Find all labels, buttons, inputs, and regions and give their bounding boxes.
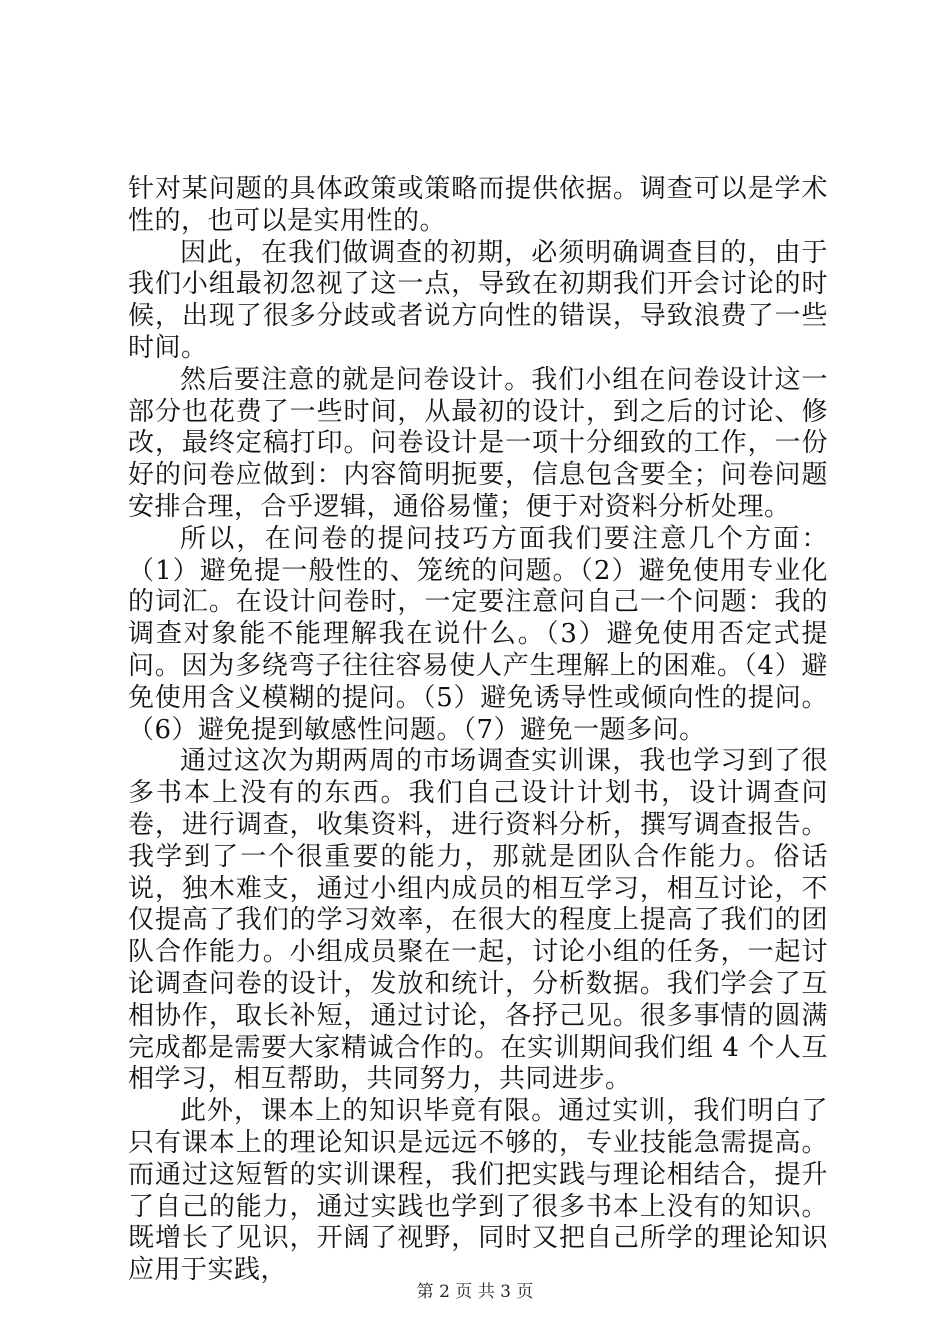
document-body	[128, 174, 828, 1287]
paragraph-2: 因此，在我们做调查的初期，必须明确调查目的，由于我们小组最初忽视了这一点，导致在初期我们开会讨论的时候，出现了很多分歧或者说方向性的错误，导致浪费了一些时间。	[128, 237, 828, 363]
page-footer: 第 2 页 共 3 页	[416, 1282, 534, 1302]
paragraph-4: 所以，在问卷的提问技巧方面我们要注意几个方面：（1）避免提一般性的、笼统的问题。（2）避免使用专业化的词汇。在设计问卷时，一定要注意问自己一个问题：我的调查对象能不能理解我在说什么。（3）避免使用否定式提问。因为多绕弯子往往容易使人产生理解上的困难。（4）避免使用含义模糊的提问。（5）避免诱导性或倾向性的提问。（6）避免提到敏感性问题。（7）避免一题多问。	[128, 523, 828, 745]
paragraph-1: 针对某问题的具体政策或策略而提供依据。调查可以是学术性的，也可以是实用性的。	[128, 174, 828, 236]
paragraph-5: 通过这次为期两周的市场调查实训课，我也学习到了很多书本上没有的东西。我们自己设计计划书，设计调查问卷，进行调查，收集资料，进行资料分析，撰写调查报告。我学到了一个很重要的能力，那就是团队合作能力。俗话说，独木难支，通过小组内成员的相互学习，相互讨论，不仅提高了我们的学习效率，在很大的程度上提高了我们的团队合作能力。小组成员聚在一起，讨论小组的任务，一起讨论调查问卷的设计，发放和统计，分析数据。我们学会了互相协作，取长补短，通过讨论，各抒己见。很多事情的圆满完成都是需要大家精诚合作的。在实训期间我们组 4 个人互相学习，相互帮助，共同努力，共同进步。	[128, 746, 828, 1095]
paragraph-6: 此外，课本上的知识毕竟有限。通过实训，我们明白了只有课本上的理论知识是远远不够的，专业技能急需提高。而通过这短暂的实训课程，我们把实践与理论相结合，提升了自己的能力，通过实践也学到了很多书本上没有的知识。既增长了见识，开阔了视野，同时又把自己所学的理论知识应用于实践，	[128, 1096, 828, 1286]
paragraph-3: 然后要注意的就是问卷设计。我们小组在问卷设计这一部分也花费了一些时间，从最初的设计，到之后的讨论、修改，最终定稿打印。问卷设计是一项十分细致的工作，一份好的问卷应做到：内容简明扼要，信息包含要全；问卷问题安排合理，合乎逻辑，通俗易懂；便于对资料分析处理。	[128, 364, 828, 522]
